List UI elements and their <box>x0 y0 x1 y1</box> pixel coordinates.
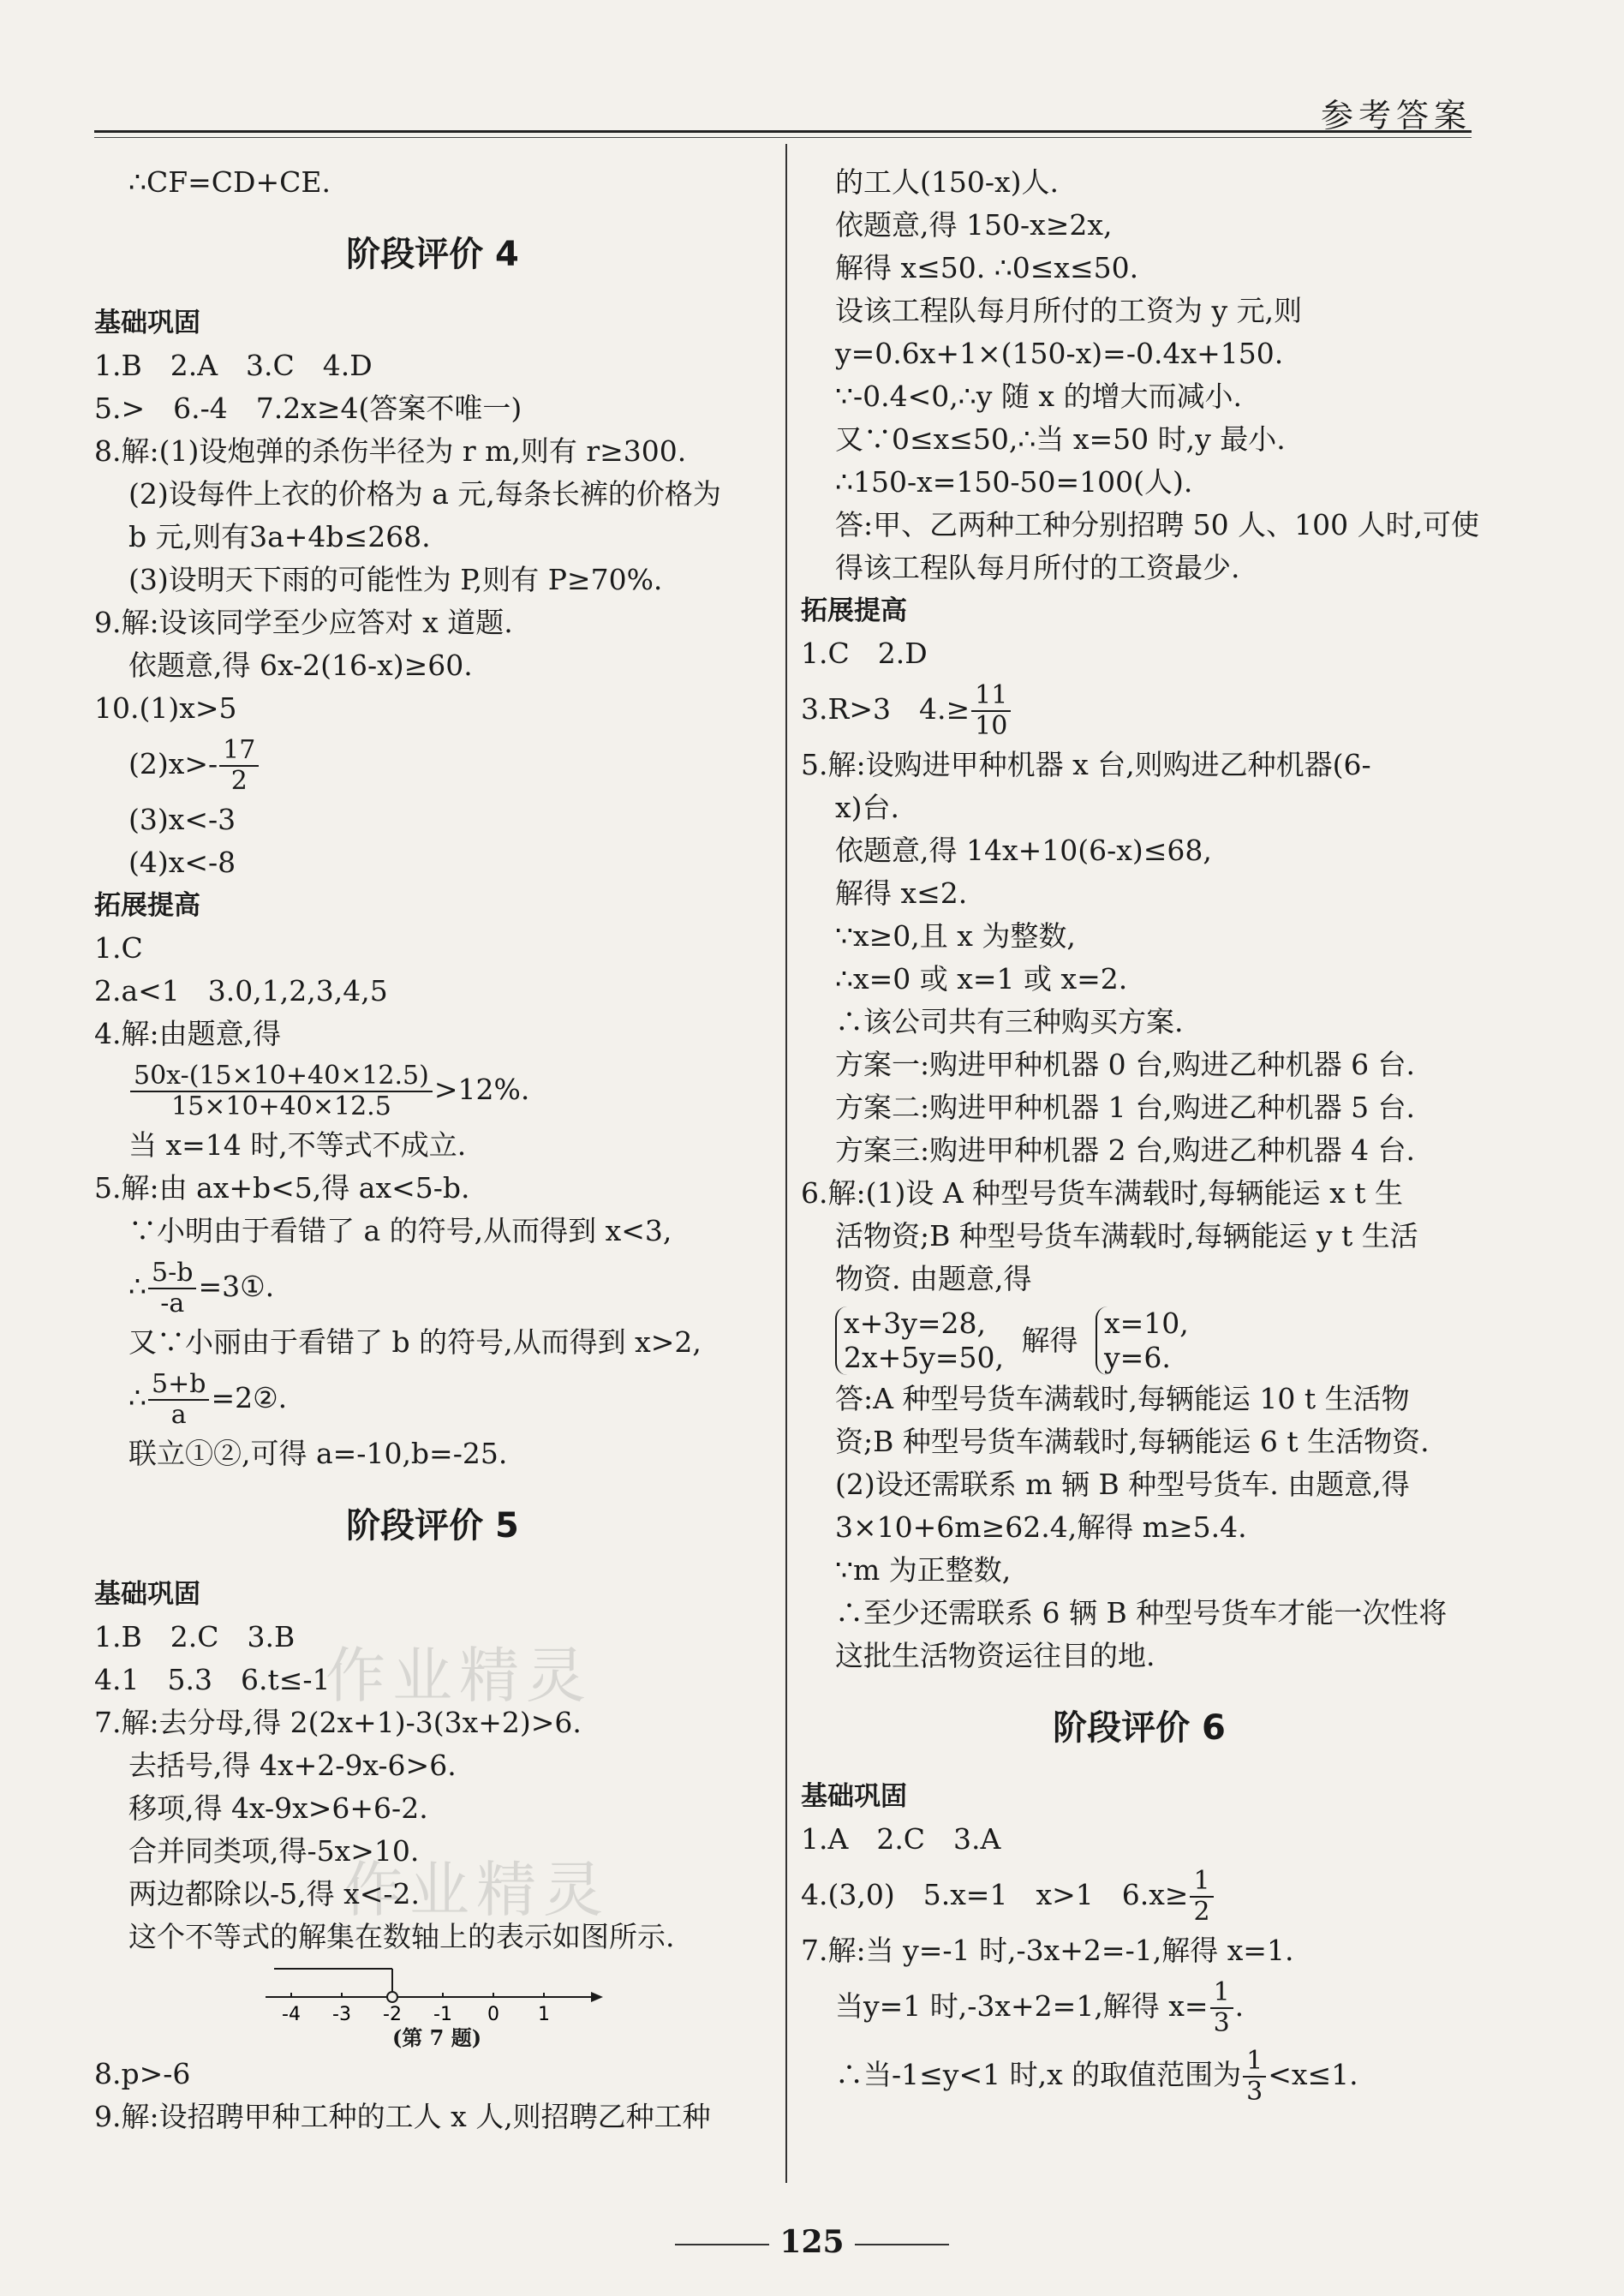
text-span: 当y=1 时,-3x+2=1,解得 x= <box>835 1989 1209 2023</box>
text-span: 4.(3,0) 5.x=1 x>1 6.x≥ <box>801 1878 1189 1911</box>
text-line: 4.解:由题意,得 <box>94 1017 282 1050</box>
subheading-extension: 拓展提高 <box>801 595 907 626</box>
fraction-line <box>801 1861 1478 1929</box>
number-line-figure <box>266 1958 608 2053</box>
text-line: 4.1 5.3 6.t≤-1 <box>94 1663 331 1696</box>
fraction-line <box>94 1364 771 1432</box>
text-line: 解得 x≤2. <box>835 876 968 910</box>
text-line: ∴该公司共有三种购买方案. <box>835 1005 1184 1038</box>
text-line: b 元,则有3a+4b≤268. <box>128 520 431 553</box>
text-line: 8.解:(1)设炮弹的杀伤半径为 r m,则有 r≥300. <box>94 434 687 468</box>
text-line: ∴150-x=150-50=100(人). <box>835 465 1193 499</box>
text-line: 这批生活物资运往目的地. <box>835 1639 1155 1672</box>
denominator: 3 <box>1246 2077 1263 2107</box>
text-line: 的工人(150-x)人. <box>835 165 1059 199</box>
watermark: 作业精灵 <box>325 1641 593 1711</box>
text-line: 设该工程队每月所付的工资为 y 元,则 <box>835 294 1303 327</box>
axis-arrow <box>591 1992 603 2002</box>
fraction-line <box>801 2041 1478 2109</box>
text-span: 3.R>3 4.≥ <box>801 692 970 726</box>
text-line: 方案一:购进甲种机器 0 台,购进乙种机器 6 台. <box>835 1048 1416 1081</box>
header-rule-thin <box>94 137 1472 138</box>
text-span: (2)x>- <box>128 747 218 780</box>
numerator: 5+b <box>148 1370 209 1401</box>
denominator: 2 <box>230 766 248 796</box>
numerator: 1 <box>1190 1867 1213 1898</box>
section-title-6: 阶段评价 6 <box>1053 1708 1226 1748</box>
text-span: . <box>1234 1989 1245 2023</box>
fraction <box>1190 1867 1213 1927</box>
equation: x=10, <box>1104 1306 1189 1340</box>
section-title-4: 阶段评价 4 <box>346 235 519 274</box>
denominator: -a <box>160 1289 185 1318</box>
text-line: 1.C 2.D <box>801 637 928 670</box>
tick-label: -4 <box>282 2004 301 2025</box>
page-number-ornament <box>855 2244 949 2245</box>
numerator: 50x-(15×10+40×12.5) <box>130 1061 433 1092</box>
text-line: (4)x<-8 <box>128 846 236 879</box>
text-line: 10.(1)x>5 <box>94 691 237 725</box>
text-line: 方案三:购进甲种机器 2 台,购进乙种机器 4 台. <box>835 1133 1416 1167</box>
equation: 2x+5y=50, <box>844 1341 1005 1374</box>
numerator: 11 <box>971 681 1011 712</box>
text-line: ∵-0.4<0,∴y 随 x 的增大而减小. <box>835 380 1242 413</box>
text-line: 答:甲、乙两种工种分别招聘 50 人、100 人时,可使 <box>835 508 1480 541</box>
subheading-basic: 基础巩固 <box>94 308 200 338</box>
tick-label: -1 <box>433 2004 452 2025</box>
fraction-line <box>94 1055 771 1124</box>
text-line: 物资. 由题意,得 <box>835 1262 1032 1295</box>
text-line: (2)设还需联系 m 辆 B 种型号货车. 由题意,得 <box>835 1468 1410 1501</box>
text-span: >12%. <box>433 1073 530 1106</box>
text-span: 解得 <box>1021 1324 1078 1357</box>
text-span: ∴当-1≤y<1 时,x 的取值范围为 <box>835 2058 1242 2091</box>
tick-label: -2 <box>383 2004 402 2025</box>
fraction-line <box>801 1972 1478 2041</box>
equation: y=6. <box>1104 1341 1171 1374</box>
text-line: 合并同类项,得-5x>10. <box>128 1834 420 1868</box>
text-line: 1.B 2.C 3.B <box>94 1620 296 1653</box>
text-line: 这个不等式的解集在数轴上的表示如图所示. <box>128 1920 675 1953</box>
watermark: 作业精灵 <box>343 1855 610 1925</box>
text-line: 资;B 种型号货车满载时,每辆能运 6 t 生活物资. <box>835 1425 1430 1458</box>
denominator: 2 <box>1193 1897 1210 1927</box>
denominator: 3 <box>1213 2008 1230 2038</box>
equation-system-line <box>801 1300 1478 1378</box>
subheading-basic: 基础巩固 <box>801 1781 907 1812</box>
text-line: 5.> 6.-4 7.2x≥4(答案不唯一) <box>94 392 522 425</box>
denominator: a <box>170 1400 187 1430</box>
text-line: 又∵0≤x≤50,∴当 x=50 时,y 最小. <box>835 422 1286 456</box>
denominator: 10 <box>975 711 1008 741</box>
fraction <box>219 736 259 796</box>
text-line: 1.A 2.C 3.A <box>801 1822 1001 1856</box>
text-line: 7.解:当 y=-1 时,-3x+2=-1,解得 x=1. <box>801 1934 1294 1967</box>
tick-label: 1 <box>538 2004 550 2025</box>
text-span: ∴ <box>128 1381 146 1414</box>
text-span: <x≤1. <box>1268 2058 1358 2091</box>
text-line: 8.p>-6 <box>94 2057 191 2090</box>
text-line: 6.解:(1)设 A 种型号货车满载时,每辆能运 x t 生 <box>801 1176 1403 1210</box>
text-line: 7.解:去分母,得 2(2x+1)-3(3x+2)>6. <box>94 1706 582 1739</box>
text-line: 5.解:由 ax+b<5,得 ax<5-b. <box>94 1171 470 1205</box>
text-line: 5.解:设购进甲种机器 x 台,则购进乙种机器(6- <box>801 748 1371 781</box>
text-line: ∴CF=CD+CE. <box>128 165 331 199</box>
page-number <box>0 2224 1624 2260</box>
numerator: 5-b <box>148 1259 196 1289</box>
text-line: 去括号,得 4x+2-9x-6>6. <box>128 1749 457 1782</box>
text-line: 当 x=14 时,不等式不成立. <box>128 1128 467 1162</box>
text-line: ∵小明由于看错了 a 的符号,从而得到 x<3, <box>128 1214 672 1247</box>
text-line: 1.C <box>94 931 143 965</box>
tick-label: 0 <box>487 2004 499 2025</box>
text-line: 得该工程队每月所付的工资最少. <box>835 551 1240 584</box>
text-line: 解得 x≤50. ∴0≤x≤50. <box>835 251 1139 284</box>
column-divider <box>785 144 787 2183</box>
page-number-ornament <box>675 2244 769 2245</box>
numerator: 1 <box>1210 1978 1233 2009</box>
fraction <box>1243 2047 1266 2107</box>
text-line: ∵m 为正整数, <box>835 1553 1012 1587</box>
text-line: ∴x=0 或 x=1 或 x=2. <box>835 962 1128 996</box>
fraction <box>1210 1978 1233 2038</box>
text-line: ∵x≥0,且 x 为整数, <box>835 919 1076 953</box>
text-line: x)台. <box>835 791 899 824</box>
text-line: 依题意,得 14x+10(6-x)≤68, <box>835 834 1212 867</box>
text-line: 活物资;B 种型号货车满载时,每辆能运 y t 生活 <box>835 1219 1418 1253</box>
figure-caption: (第 7 题) <box>391 2025 482 2050</box>
fraction <box>148 1370 209 1430</box>
text-line: 3×10+6m≥62.4,解得 m≥5.4. <box>835 1510 1247 1544</box>
text-line: 移项,得 4x-9x>6+6-2. <box>128 1791 428 1825</box>
text-line: (3)设明天下雨的可能性为 P,则有 P≥70%. <box>128 563 663 596</box>
text-line: 依题意,得 6x-2(16-x)≥60. <box>128 649 473 682</box>
text-line: 方案二:购进甲种机器 1 台,购进乙种机器 5 台. <box>835 1091 1416 1124</box>
denominator: 15×10+40×12.5 <box>171 1091 391 1121</box>
numerator: 1 <box>1243 2047 1266 2078</box>
text-line: 又∵小丽由于看错了 b 的符号,从而得到 x>2, <box>128 1325 702 1359</box>
text-line: (3)x<-3 <box>128 803 236 836</box>
fraction-line <box>94 1253 771 1321</box>
fraction-line <box>801 675 1478 744</box>
text-line: 联立①②,可得 a=-10,b=-25. <box>128 1437 508 1470</box>
text-span: =2②. <box>211 1381 288 1414</box>
page-number-text: 125 <box>779 2224 845 2260</box>
text-line: 1.B 2.A 3.C 4.D <box>94 349 373 382</box>
header-rule <box>94 130 1472 133</box>
text-line: y=0.6x+1×(150-x)=-0.4x+150. <box>835 337 1284 370</box>
fraction <box>971 681 1011 741</box>
left-column <box>94 161 771 2138</box>
text-line: 依题意,得 150-x≥2x, <box>835 208 1113 242</box>
tick-label: -3 <box>332 2004 351 2025</box>
text-line: (2)设每件上衣的价格为 a 元,每条长裤的价格为 <box>128 477 721 511</box>
text-span: ∴ <box>128 1270 146 1303</box>
section-title-5: 阶段评价 5 <box>346 1506 519 1546</box>
text-line: 两边都除以-5,得 x<-2. <box>128 1877 421 1910</box>
equation-system <box>835 1306 1004 1375</box>
fraction <box>130 1061 433 1121</box>
text-line: 答:A 种型号货车满载时,每辆能运 10 t 生活物 <box>835 1382 1410 1415</box>
fraction-line <box>94 730 771 798</box>
equation: x+3y=28, <box>844 1306 987 1340</box>
numerator: 17 <box>219 736 259 767</box>
right-column <box>801 161 1478 2109</box>
equation-solution <box>1096 1306 1189 1375</box>
text-line: ∴至少还需联系 6 辆 B 种型号货车才能一次性将 <box>835 1596 1448 1629</box>
number-line-svg <box>266 1958 608 2027</box>
fraction <box>148 1259 196 1318</box>
subheading-extension: 拓展提高 <box>94 890 200 921</box>
header-title: 参考答案 <box>1320 97 1472 135</box>
text-line: 9.解:设招聘甲种工种的工人 x 人,则招聘乙种工种 <box>94 2100 711 2133</box>
open-endpoint <box>387 1992 397 2002</box>
text-line: 2.a<1 3.0,1,2,3,4,5 <box>94 974 388 1007</box>
text-span: =3①. <box>198 1270 275 1303</box>
subheading-basic: 基础巩固 <box>94 1579 200 1610</box>
text-line: 9.解:设该同学至少应答对 x 道题. <box>94 606 513 639</box>
